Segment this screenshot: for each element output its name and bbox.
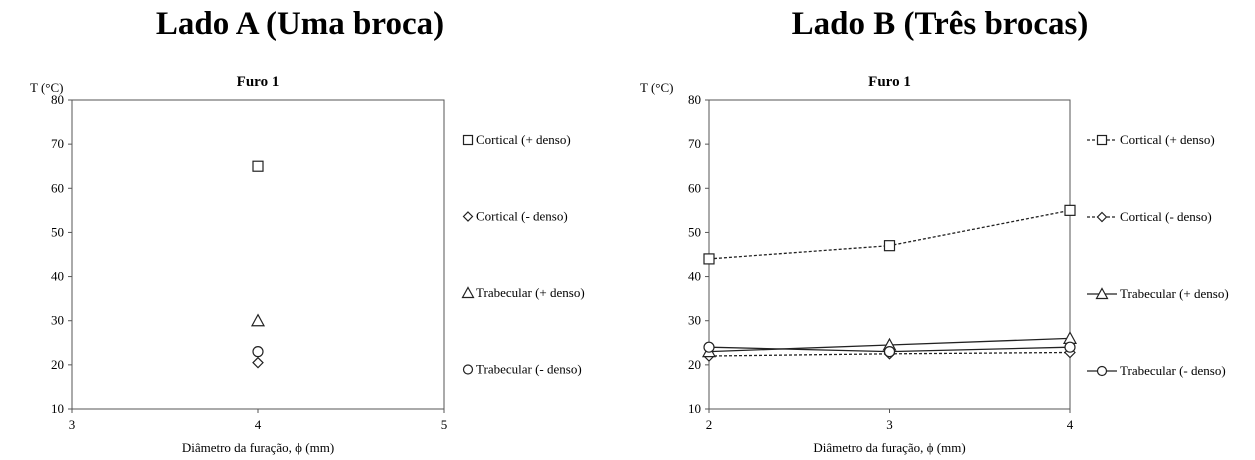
y-tick-label: 60 [51,180,64,196]
chart-a-series-cortical-denso-point [253,358,263,368]
chart-a-series-trabecular-denso-point [252,315,264,326]
legend-label: Cortical (+ denso) [476,132,571,147]
x-tick-label: 4 [254,417,262,432]
x-tick-label: 3 [886,417,893,432]
chart-b-series-trabecular-denso-point [885,347,895,357]
legend-marker [463,288,474,298]
y-tick-label: 30 [688,312,701,328]
legend-label: Cortical (- denso) [1120,209,1212,224]
x-axis-label: Diâmetro da furação, ϕ (mm) [813,440,966,455]
y-tick-label: 70 [688,136,701,152]
legend-label: Cortical (- denso) [476,208,568,224]
y-tick-label: 80 [51,92,64,107]
y-axis-label: T (°C) [640,80,674,95]
y-tick-label: 80 [688,92,701,107]
chart-b-heading: Lado B (Três brocas) [791,6,1089,42]
y-tick-label: 70 [51,136,64,152]
chart-title: Furo 1 [236,74,280,90]
y-tick-label: 20 [51,356,64,372]
chart-b [620,0,1255,460]
plot-area [709,100,1070,409]
legend-marker [464,365,473,374]
legend-marker [464,136,473,145]
x-tick-label: 5 [440,417,448,432]
chart-b-series-cortical-denso-point [885,241,895,251]
y-tick-label: 30 [51,312,64,328]
y-tick-label: 10 [688,401,701,416]
y-tick-label: 50 [688,224,701,240]
y-tick-label: 40 [51,268,64,284]
y-tick-label: 50 [51,224,64,240]
legend-marker [1098,213,1107,222]
chart-b-series-trabecular-denso-point [704,342,714,352]
chart-b-series-cortical-denso-point [1065,205,1075,215]
x-tick-label: 2 [705,417,713,432]
y-tick-label: 10 [51,401,64,416]
chart-title: Furo 1 [868,74,911,90]
chart-a-series-cortical-denso-point [253,161,263,171]
y-tick-label: 40 [688,268,701,284]
chart-b-series-cortical-denso-line [709,210,1070,259]
legend-marker [464,212,473,221]
chart-a-series-trabecular-denso-point [253,347,263,357]
legend-marker [1098,367,1107,376]
y-tick-label: 60 [688,180,701,196]
y-axis-label: T (°C) [30,80,64,95]
x-axis-label: Diâmetro da furação, ϕ (mm) [181,440,335,455]
legend-label: Trabecular (+ denso) [476,285,585,300]
chart-b-series-trabecular-denso-point [1065,342,1075,352]
legend-marker [1098,136,1107,145]
legend-label: Trabecular (- denso) [1120,363,1226,378]
chart-b-series-cortical-denso-point [704,254,714,264]
chart-a [0,0,620,460]
y-tick-label: 20 [688,356,701,372]
chart-a-heading: Lado A (Uma broca) [155,6,445,42]
x-tick-label: 4 [1066,417,1074,432]
legend-label: Cortical (+ denso) [1120,132,1215,147]
x-tick-label: 3 [68,417,76,432]
legend-label: Trabecular (- denso) [476,361,582,377]
legend-label: Trabecular (+ denso) [1120,286,1229,301]
